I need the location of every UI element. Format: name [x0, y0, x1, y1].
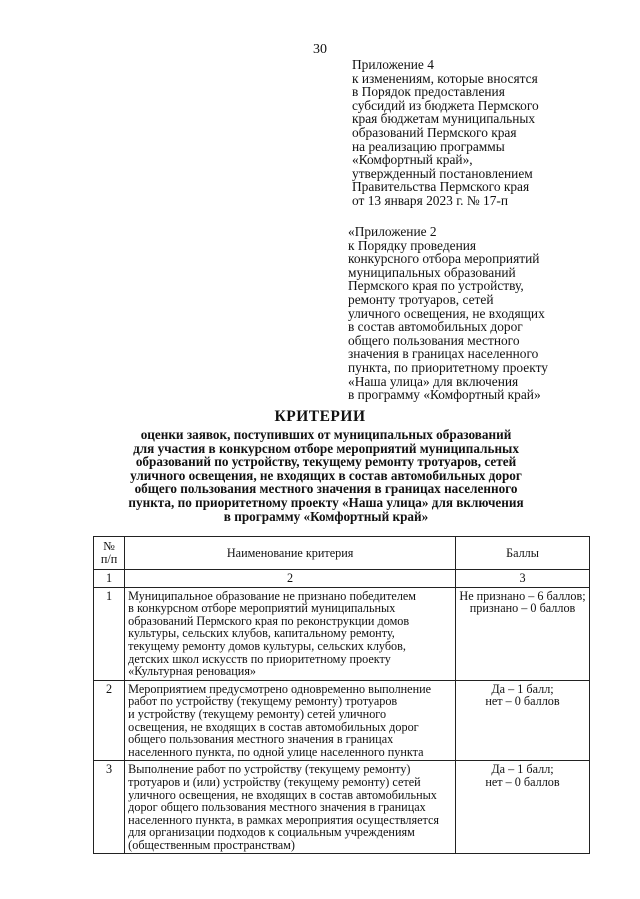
criterion-text [125, 587, 456, 680]
criterion-line: освещения, не входящих в состав автомобильных дорог [128, 719, 419, 734]
column-index-cell: 1 [94, 570, 125, 588]
column-index-row [94, 570, 590, 588]
score-line: Не признано – 6 баллов; [459, 588, 586, 603]
criterion-line: и устройству (текущему ремонту) сетей уличного [128, 706, 387, 721]
score-text [456, 680, 590, 761]
score-text [456, 761, 590, 854]
table-row [94, 761, 590, 854]
row-number: 3 [94, 761, 125, 854]
criterion-line: населенного пункта, по одной улице населенного пункта [128, 744, 424, 759]
criterion-line: (общественным пространствам) [128, 837, 295, 852]
criterion-line: образований Пермского края по реконструкции домов [128, 613, 410, 628]
header-number [94, 537, 125, 570]
annex-ref-line: в состав автомобильных дорог [348, 319, 523, 335]
header-score: Баллы [456, 537, 590, 570]
annex-header-line: от 13 января 2023 г. № 17-п [352, 192, 509, 208]
subtitle-line: оценки заявок, поступивших от муниципальных образований [140, 427, 512, 442]
subtitle-line: для участия в конкурсном отборе мероприятий муниципальных [133, 440, 519, 456]
criterion-text [125, 761, 456, 854]
row-number: 1 [94, 587, 125, 680]
annex-ref-line: к Порядку проведения [348, 237, 477, 253]
score-line: Да – 1 балл; [491, 681, 554, 696]
annex-ref-line: значения в границах населенного [348, 346, 539, 362]
criterion-line: детских школ искусств по приоритетному проекту [128, 651, 391, 666]
annex-ref-line: «Наша улица» для включения [348, 373, 519, 389]
header-number-line: п/п [100, 552, 118, 566]
annex-header-line: «Комфортный край», [352, 152, 473, 168]
score-line: Да – 1 балл; [491, 762, 554, 777]
criterion-line: населенного пункта, в рамках мероприятия осуществляется [128, 812, 440, 827]
subtitle-line: пункта, по приоритетному проекту «Наша улица» для включения [128, 494, 524, 510]
criterion-line: общего пользования местного значения в границах [128, 732, 394, 747]
annex-ref-line: муниципальных образований [348, 264, 516, 280]
subtitle-line: уличного освещения, не входящих в состав автомобильных дорог [130, 467, 522, 483]
annex-header-line: субсидий из бюджета Пермского [352, 97, 539, 113]
page-number: 30 [313, 42, 327, 57]
annex-header-line: к изменениям, которые вносятся [352, 70, 538, 86]
criterion-line: «Культурная реновация» [128, 664, 257, 679]
subtitle-line: общего пользования местного значения в границах населенного [134, 481, 518, 497]
criterion-line: уличного освещения, не входящих в состав автомобильных [128, 787, 437, 802]
annex-reference [348, 225, 588, 402]
annex-header-line: края бюджетам муниципальных [352, 111, 536, 127]
criterion-line: для организации подходов к социальным учреждениям [128, 825, 415, 840]
criteria-table [93, 536, 590, 854]
criterion-line: работ по устройству (текущему ремонту) тротуаров [128, 694, 398, 709]
document-title: КРИТЕРИИ [274, 408, 366, 425]
criterion-text [125, 680, 456, 761]
table-row [94, 587, 590, 680]
criterion-line: Муниципальное образование не признано победителем [128, 588, 417, 603]
document-subtitle [96, 428, 556, 523]
annex-header-line: образований Пермского края [352, 124, 517, 140]
annex-ref-line: общего пользования местного [348, 332, 520, 348]
annex-header-line: на реализацию программы [352, 138, 505, 154]
annex-ref-line: ремонту тротуаров, сетей [348, 291, 494, 307]
subtitle-line: образований по устройству, текущему ремонту тротуаров, сетей [135, 454, 517, 470]
criterion-line: Мероприятием предусмотрено одновременно выполнение [128, 681, 432, 696]
criterion-line: тротуаров и (или) устройству (текущему ремонту) сетей [128, 774, 421, 789]
annex-header [352, 58, 592, 208]
annex-ref-line: в программу «Комфортный край» [348, 387, 541, 403]
row-number: 2 [94, 680, 125, 761]
score-line: нет – 0 баллов [485, 774, 560, 789]
criterion-line: культуры, сельских клубов, капитальному ремонту, [128, 626, 395, 641]
subtitle-line: в программу «Комфортный край» [223, 508, 429, 524]
score-text [456, 587, 590, 680]
column-index-cell: 3 [456, 570, 590, 588]
score-line: признано – 0 баллов [469, 601, 576, 616]
annex-header-line: в Порядок предоставления [352, 84, 505, 100]
criterion-line: текущему ремонту домов культуры, сельских клубов, [128, 638, 406, 653]
annex-header-line: Правительства Пермского края [352, 179, 530, 195]
header-number-line: № [103, 539, 115, 554]
score-line: нет – 0 баллов [485, 694, 560, 709]
annex-header-line: Приложение 4 [352, 57, 434, 72]
annex-ref-line: пункта, по приоритетному проекту [348, 359, 548, 375]
annex-ref-line: конкурсного отбора мероприятий [348, 251, 540, 267]
criterion-line: дорог общего пользования местного значения в границах [128, 800, 426, 815]
annex-ref-line: уличного освещения, не входящих [348, 305, 545, 321]
table-row [94, 680, 590, 761]
criterion-line: в конкурсном отборе мероприятий муниципальных [128, 601, 396, 616]
annex-ref-line: «Приложение 2 [348, 224, 437, 239]
annex-ref-line: Пермского края по устройству, [348, 278, 524, 294]
annex-header-line: утвержденный постановлением [352, 165, 533, 181]
table-header-row [94, 537, 590, 570]
column-index-cell: 2 [125, 570, 456, 588]
header-criterion-name: Наименование критерия [125, 537, 456, 570]
criterion-line: Выполнение работ по устройству (текущему ремонту) [128, 762, 411, 777]
